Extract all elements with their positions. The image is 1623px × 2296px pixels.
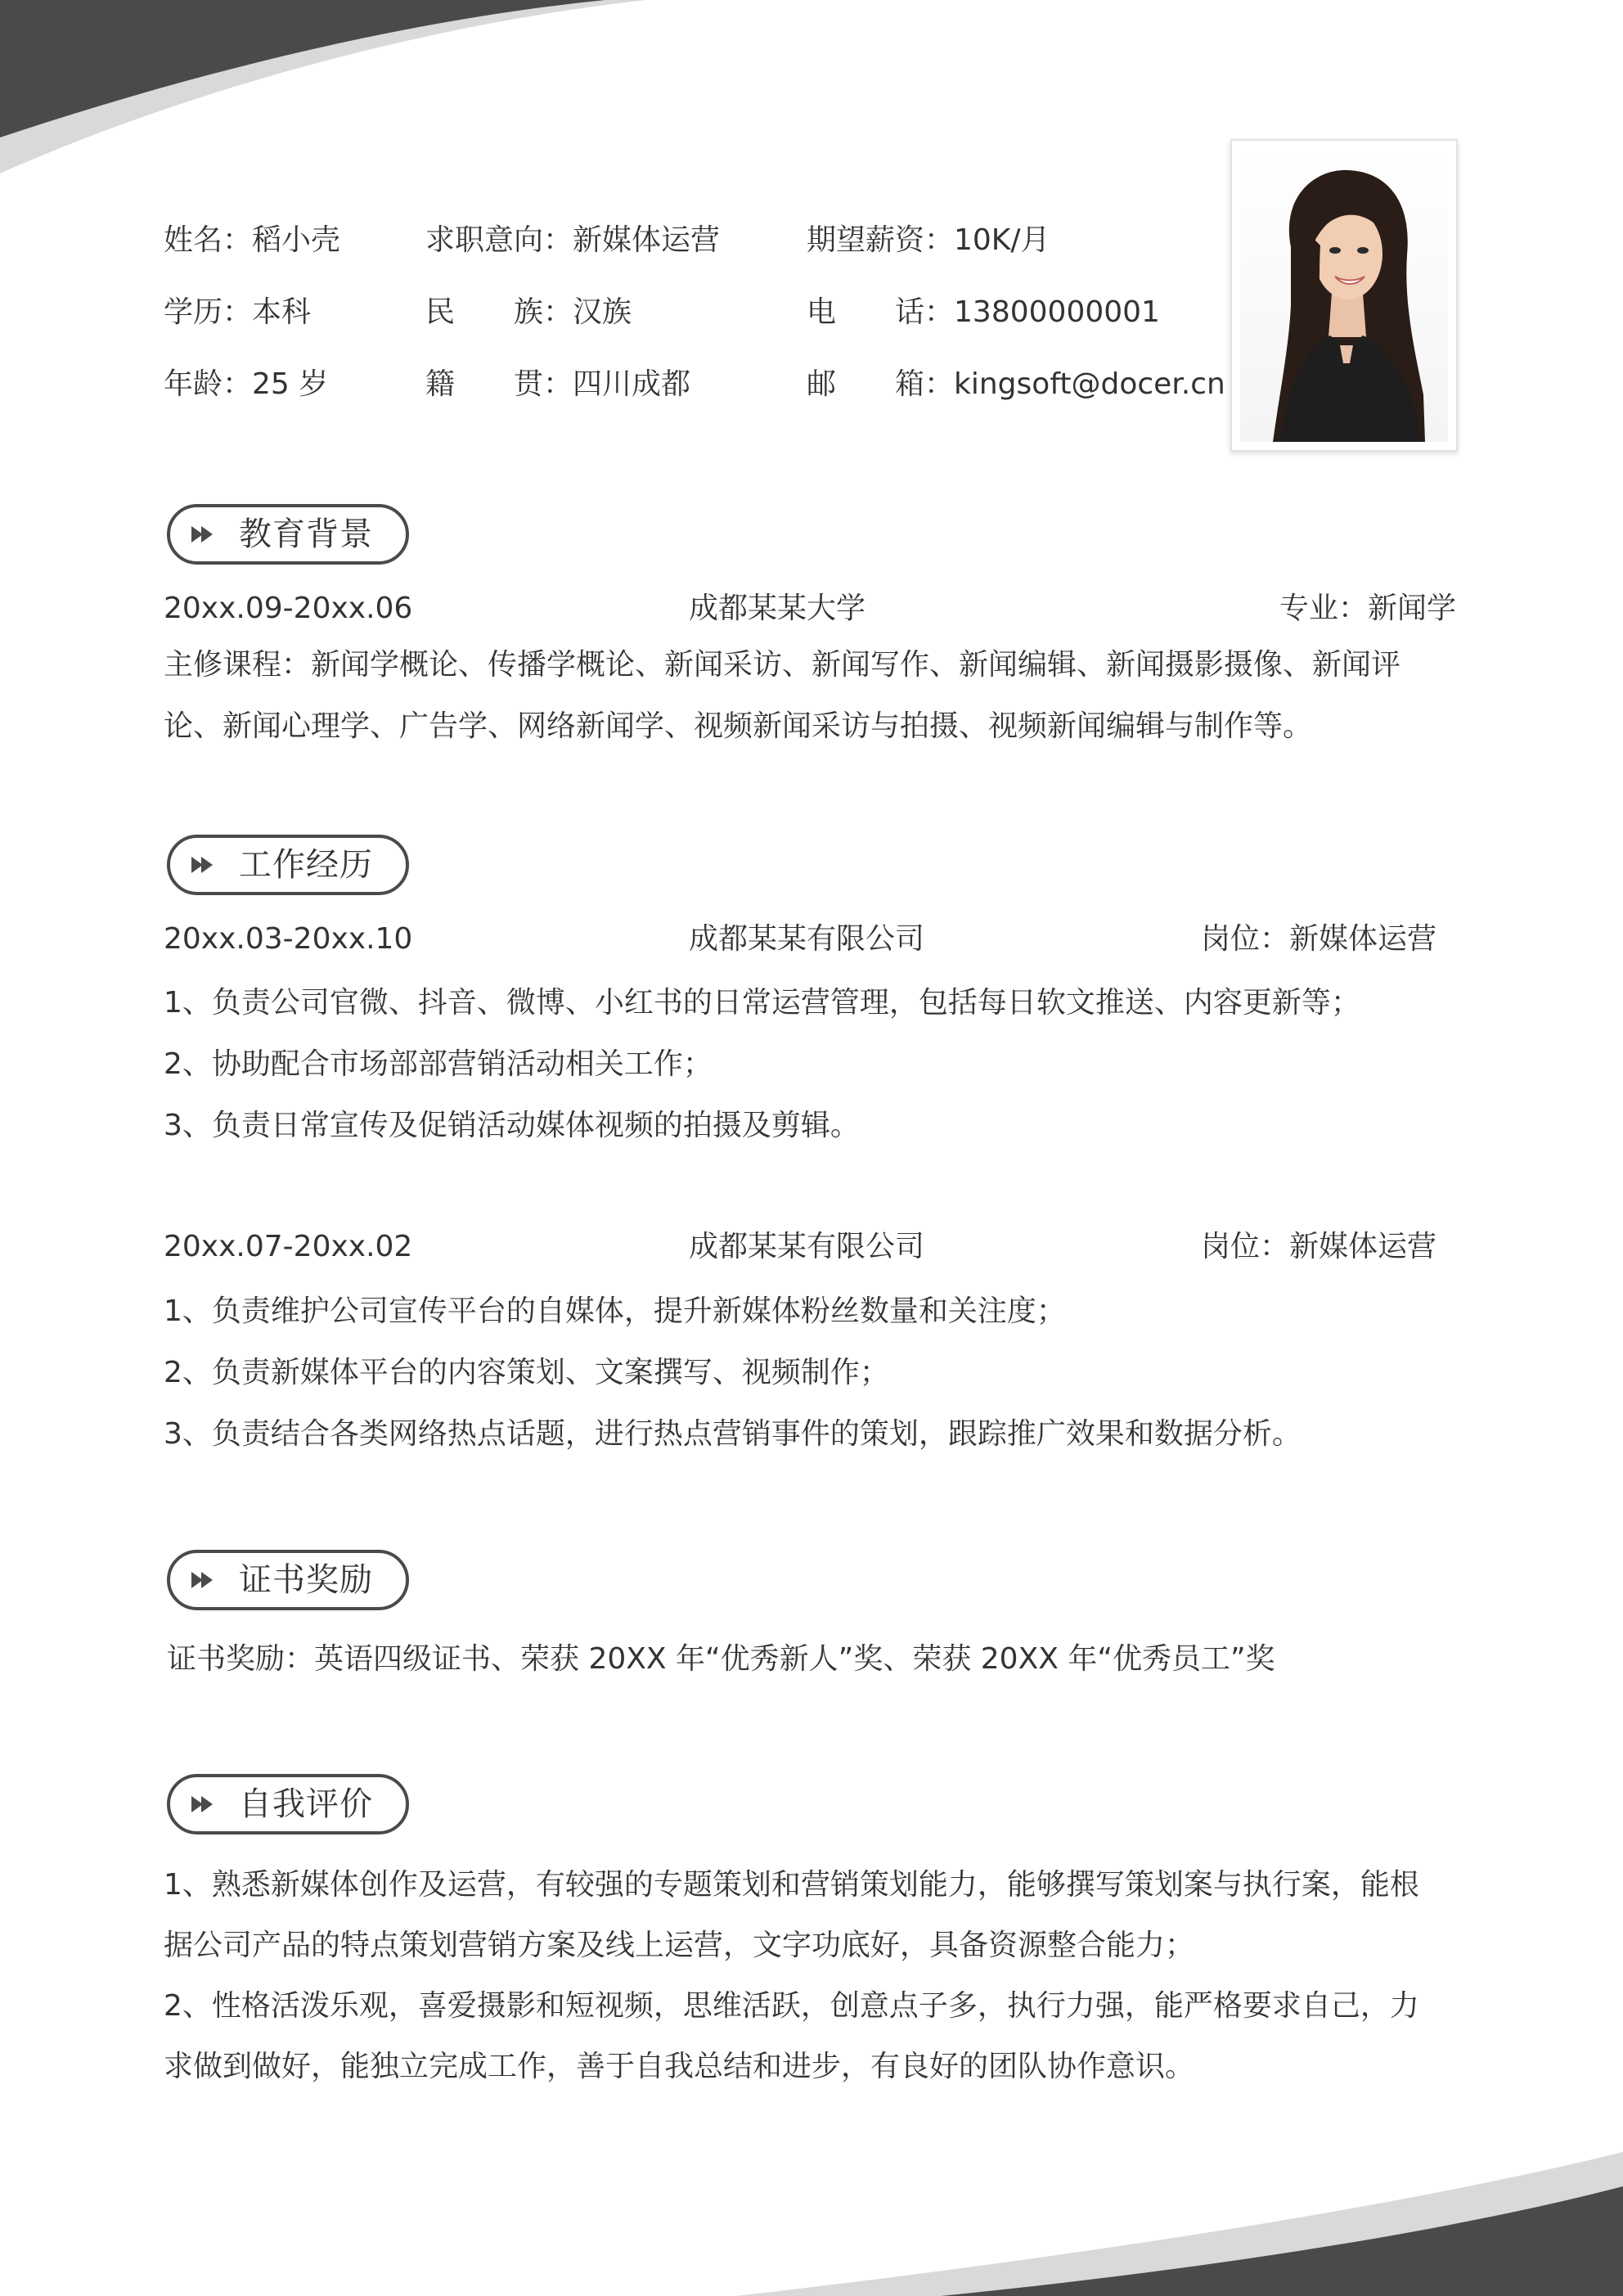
paragraph-line: 2、性格活泼乐观，喜爱摄影和短视频，思维活跃，创意点子多，执行力强，能严格要求自己，力 [164, 1989, 1419, 2023]
phone-field [807, 288, 1160, 337]
section-header-self-evaluation [167, 1774, 409, 1835]
job-company: 成都某某有限公司 [689, 1230, 925, 1263]
paragraph-line: 据公司产品的特点策划营销方案及线上运营，文字功底好，具备资源整合能力； [164, 1929, 1195, 1962]
section-title: 工作经历 [239, 846, 373, 884]
job-position: 岗位：新媒体运营 [1200, 1230, 1436, 1263]
education-row [164, 584, 1456, 633]
double-chevron-icon [190, 1569, 218, 1591]
paragraph-line: 求做到做好，能独立完成工作，善于自我总结和进步，有良好的团队协作意识。 [164, 2050, 1195, 2083]
job-company: 成都某某有限公司 [689, 922, 925, 956]
job-duties [164, 1281, 1456, 1465]
education-major: 专业：新闻学 [1279, 592, 1456, 625]
paragraph-line: 1、熟悉新媒体创作及运营，有较强的专题策划和营销策划能力，能够撰写策划案与执行案，能根 [164, 1868, 1419, 1902]
phone-label: 电 话： [807, 295, 955, 329]
profile-photo [1230, 139, 1458, 452]
email-value: kingsoft@docer.cn [954, 367, 1225, 401]
awards-text [167, 1628, 1459, 1690]
paragraph-line: 论、新闻心理学、广告学、网络新闻学、视频新闻采访与拍摄、视频新闻编辑与制作等。 [164, 709, 1313, 743]
job-row [164, 1222, 1436, 1272]
ethnicity-label: 民 族： [425, 295, 573, 329]
duty-line: 1、负责公司官微、抖音、微博、小红书的日常运营管理，包括每日软文推送、内容更新等； [164, 986, 1360, 1020]
age-field: 年龄：25 岁 [164, 367, 329, 401]
ethnicity-field [425, 288, 632, 337]
paragraph-line: 主修课程：新闻学概论、传播学概论、新闻采访、新闻写作、新闻编辑、新闻摄影摄像、新闻评 [164, 648, 1401, 682]
education-field: 学历：本科 [164, 295, 312, 329]
section-header-work [167, 835, 409, 895]
education-school: 成都某某大学 [689, 592, 866, 625]
duty-line: 3、负责结合各类网络热点话题，进行热点营销事件的策划，跟踪推广效果和数据分析。 [164, 1417, 1302, 1451]
awards-line: 证书奖励：英语四级证书、荣获 20XX 年“优秀新人”奖、荣获 20XX 年“优秀员工”奖 [167, 1642, 1275, 1676]
job-period: 20xx.07-20xx.02 [164, 1230, 413, 1263]
job-period: 20xx.03-20xx.10 [164, 922, 413, 956]
duty-line: 3、负责日常宣传及促销活动媒体视频的拍摄及剪辑。 [164, 1109, 860, 1142]
duty-line: 2、协助配合市场部部营销活动相关工作； [164, 1047, 713, 1081]
phone-value: 13800000001 [954, 295, 1160, 329]
salary-field: 期望薪资：10K/月 [807, 223, 1050, 257]
job-intention-field: 求职意向：新媒体运营 [425, 223, 721, 257]
double-chevron-icon [190, 523, 218, 546]
origin-value: 四川成都 [573, 367, 691, 401]
education-period: 20xx.09-20xx.06 [164, 592, 413, 625]
education-courses [164, 634, 1456, 757]
personal-info [164, 216, 1227, 453]
origin-field [425, 360, 690, 409]
section-title: 教育背景 [239, 515, 373, 553]
section-title: 证书奖励 [239, 1561, 373, 1599]
section-title: 自我评价 [239, 1785, 373, 1823]
job-row [164, 915, 1436, 964]
section-header-awards [167, 1550, 409, 1610]
double-chevron-icon [190, 1793, 218, 1816]
ethnicity-value: 汉族 [573, 295, 632, 329]
duty-line: 2、负责新媒体平台的内容策划、文案撰写、视频制作； [164, 1356, 889, 1389]
email-label: 邮 箱： [807, 367, 955, 401]
section-header-education [167, 504, 409, 565]
name-field: 姓名：稻小壳 [164, 223, 341, 257]
double-chevron-icon [190, 853, 218, 876]
job-duties [164, 972, 1456, 1156]
email-field [807, 360, 1225, 409]
origin-label: 籍 贯： [425, 367, 573, 401]
job-position: 岗位：新媒体运营 [1200, 922, 1436, 956]
self-evaluation-text [164, 1855, 1456, 2097]
duty-line: 1、负责维护公司宣传平台的自媒体，提升新媒体粉丝数量和关注度； [164, 1294, 1066, 1328]
portrait-image [1240, 149, 1448, 442]
